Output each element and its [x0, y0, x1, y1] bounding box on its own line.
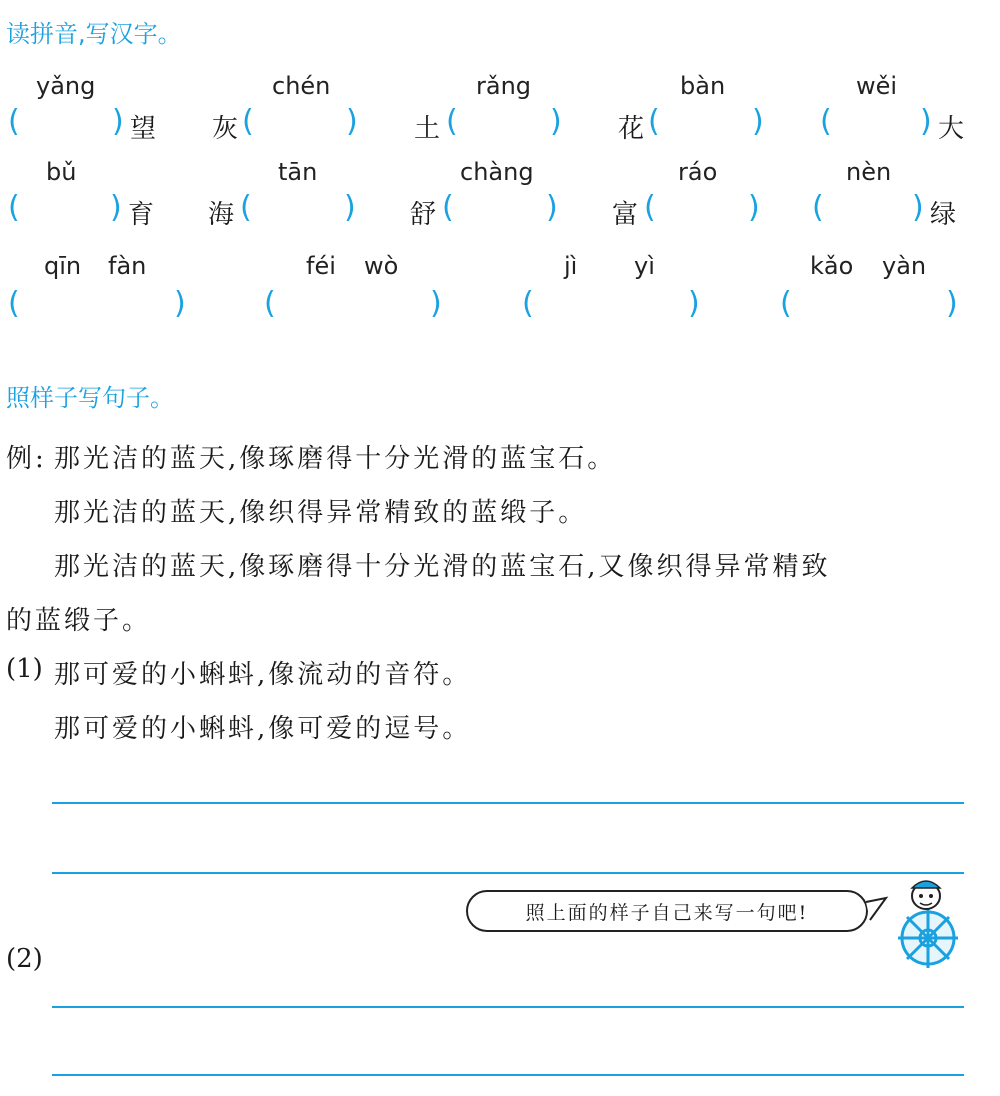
example-line-2: 那光洁的蓝天,像织得异常精致的蓝缎子。	[54, 498, 588, 528]
pinyin-bu: bǔ	[46, 158, 77, 186]
writing-line-q1-1[interactable]	[52, 802, 964, 804]
paren-close: )	[346, 104, 358, 139]
paren-open: (	[242, 104, 254, 139]
char-fu: 富	[612, 200, 639, 230]
paren-close: )	[550, 104, 562, 139]
paren-close: )	[344, 190, 356, 225]
paren-open: (	[8, 190, 20, 225]
pinyin-yang: yǎng	[36, 72, 96, 100]
sailor-cartoon-icon	[890, 876, 964, 970]
q2-label: (2)	[6, 944, 43, 974]
pinyin-wei: wěi	[856, 72, 898, 100]
answer-box-chang[interactable]	[462, 192, 546, 228]
pinyin-ban: bàn	[680, 72, 726, 100]
pinyin-chen: chén	[272, 72, 331, 100]
paren-close: )	[946, 286, 958, 321]
q1-line-2: 那可爱的小蝌蚪,像可爱的逗号。	[54, 714, 472, 744]
bubble-tail-icon	[864, 896, 890, 926]
answer-box-wei[interactable]	[840, 106, 920, 142]
paren-open: (	[644, 190, 656, 225]
answer-box-rang[interactable]	[466, 106, 550, 142]
paren-open: (	[442, 190, 454, 225]
answer-box-chen[interactable]	[262, 106, 346, 142]
paren-open: (	[522, 286, 534, 321]
pinyin-qin: qīn	[44, 252, 82, 280]
answer-box-jiyi[interactable]	[542, 288, 688, 324]
pinyin-rao: ráo	[678, 158, 718, 186]
section-title-sentences: 照样子写句子。	[6, 384, 174, 412]
paren-close: )	[920, 104, 932, 139]
char-hui: 灰	[212, 114, 239, 144]
pinyin-fei: féi	[306, 252, 336, 280]
pinyin-tan: tān	[278, 158, 318, 186]
paren-close: )	[912, 190, 924, 225]
section-title-pinyin: 读拼音,写汉字。	[6, 20, 182, 48]
answer-box-feiwo[interactable]	[284, 288, 430, 324]
q1-line-1: 那可爱的小蝌蚪,像流动的音符。	[54, 660, 472, 690]
paren-close: )	[110, 190, 122, 225]
example-label-text: 例	[6, 444, 36, 474]
answer-box-ban[interactable]	[668, 106, 752, 142]
example-line-3: 那光洁的蓝天,像琢磨得十分光滑的蓝宝石,又像织得异常精致	[54, 552, 831, 582]
paren-open: (	[446, 104, 458, 139]
pinyin-nen: nèn	[846, 158, 892, 186]
pinyin-rang: rǎng	[476, 72, 532, 100]
example-label: 例:	[6, 444, 47, 474]
example-line-4: 的蓝缎子。	[6, 606, 152, 636]
pinyin-yan: yàn	[882, 252, 927, 280]
paren-open: (	[8, 286, 20, 321]
paren-close: )	[546, 190, 558, 225]
pinyin-kao: kǎo	[810, 252, 854, 280]
char-shu: 舒	[410, 200, 437, 230]
pinyin-fan: fàn	[108, 252, 147, 280]
char-hai: 海	[208, 200, 235, 230]
paren-open: (	[264, 286, 276, 321]
char-lv: 绿	[930, 200, 957, 230]
answer-box-bu[interactable]	[28, 192, 112, 228]
paren-open: (	[648, 104, 660, 139]
paren-close: )	[688, 286, 700, 321]
pinyin-yi: yì	[634, 252, 655, 280]
paren-open: (	[820, 104, 832, 139]
paren-close: )	[112, 104, 124, 139]
answer-box-tan[interactable]	[260, 192, 344, 228]
answer-box-rao[interactable]	[664, 192, 748, 228]
char-wang: 望	[130, 114, 157, 144]
pinyin-ji: jì	[564, 252, 578, 280]
writing-line-q2-2[interactable]	[52, 1074, 964, 1076]
answer-box-qinfan[interactable]	[28, 288, 174, 324]
hint-bubble-text: 照上面的样子自己来写一句吧!	[525, 901, 809, 924]
char-da: 大	[938, 114, 965, 144]
q1-label: (1)	[6, 654, 43, 684]
paren-open: (	[780, 286, 792, 321]
char-hua: 花	[618, 114, 645, 144]
example-line-1: 那光洁的蓝天,像琢磨得十分光滑的蓝宝石。	[54, 444, 617, 474]
char-tu: 土	[414, 114, 441, 144]
writing-line-q1-2[interactable]	[52, 872, 964, 874]
char-yu: 育	[128, 200, 155, 230]
paren-close: )	[752, 104, 764, 139]
paren-close: )	[430, 286, 442, 321]
paren-close: )	[748, 190, 760, 225]
answer-box-nen[interactable]	[832, 192, 912, 228]
answer-box-yang[interactable]	[28, 106, 112, 142]
paren-open: (	[240, 190, 252, 225]
pinyin-wo: wò	[364, 252, 399, 280]
hint-bubble	[466, 890, 868, 932]
answer-box-kaoyan[interactable]	[800, 288, 946, 324]
paren-open: (	[8, 104, 20, 139]
pinyin-chang: chàng	[460, 158, 534, 186]
writing-line-q2-1[interactable]	[52, 1006, 964, 1008]
paren-close: )	[174, 286, 186, 321]
paren-open: (	[812, 190, 824, 225]
